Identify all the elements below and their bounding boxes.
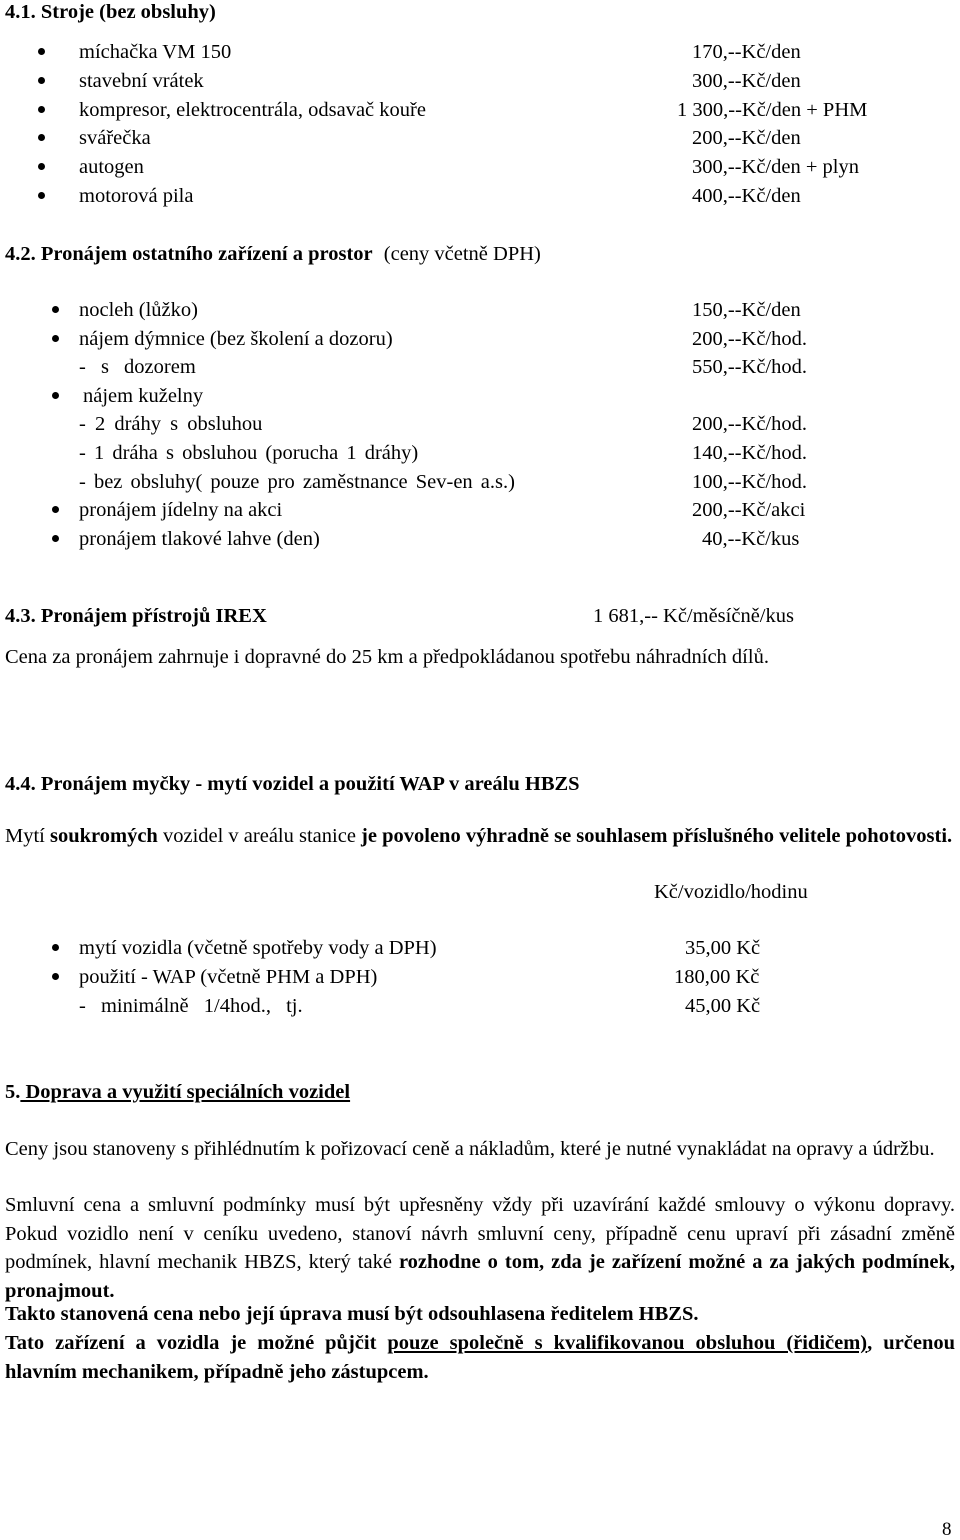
bullet-icon — [38, 134, 45, 141]
list-item-price: 200,--Kč/akci — [692, 499, 806, 521]
section-4-1-title: 4.1. Stroje (bez obsluhy) — [5, 1, 216, 23]
list-item-label: nocleh (lůžko) — [79, 299, 198, 321]
bullet-icon — [38, 106, 45, 113]
bullet-icon — [38, 192, 45, 199]
bullet-icon — [38, 77, 45, 84]
list-item-price: 200,--Kč/hod. — [692, 413, 808, 435]
list-item-label: svářečka — [79, 127, 151, 149]
list-item-price: 1 300,--Kč/den + PHM — [677, 99, 868, 121]
list-item-price: 35,00 Kč — [685, 937, 761, 959]
list-item-price: 550,--Kč/hod. — [692, 356, 808, 378]
list-item-label: - 2 dráhy s obsluhou — [79, 413, 263, 435]
bullet-icon — [38, 163, 45, 170]
list-item-price: 200,--Kč/den — [692, 127, 801, 149]
paragraph-bold-text: je povoleno výhradně se souhlasem příslušného velitele pohotovosti. — [361, 825, 953, 847]
paragraph-text: Mytí — [5, 825, 45, 847]
paragraph-text: Smluvní cena a smluvní podmínky musí být upřesněny vždy při uzavírání každé smlouvy o výkonu dopravy. Pokud vozidlo není v ceníku uvedeno, stanoví návrh smluvní ceny, případně cenu upraví při zásadní změně podmínek, hlavní mechanik HBZS, který také — [5, 1194, 955, 1273]
list-item-label: nájem kuželny — [83, 385, 204, 407]
bullet-icon — [52, 306, 59, 313]
list-item-price: 40,--Kč/kus — [702, 528, 800, 550]
list-item-label: - bez obsluhy( pouze pro zaměstnance Sev-en a.s.) — [79, 471, 515, 493]
paragraph-bold-text: rozhodne o tom, zda je zařízení možné a za jakých podmínek, pronajmout. — [5, 1251, 956, 1302]
irex-price: 1 681,-- Kč/měsíčně/kus — [593, 605, 794, 627]
section-4-4-title: 4.4. Pronájem myčky - mytí vozidel a použití WAP v areálu HBZS — [5, 773, 580, 795]
section-5-paragraph-4 — [5, 1329, 955, 1386]
section-4-2-note: (ceny včetně DPH) — [383, 243, 541, 265]
list-item-price: 400,--Kč/den — [692, 185, 801, 207]
list-item-price: 300,--Kč/den + plyn — [692, 156, 859, 178]
list-item-label: - s dozorem — [79, 356, 196, 378]
unit-header: Kč/vozidlo/hodinu — [654, 881, 808, 903]
bullet-icon — [52, 506, 59, 513]
list-item-label: - minimálně 1/4hod., tj. — [79, 995, 303, 1017]
list-item-label: pronájem tlakové lahve (den) — [79, 528, 320, 550]
bullet-icon — [52, 335, 59, 342]
section-4-2-heading: Pronájem ostatního zařízení a prostor — [40, 243, 373, 265]
list-item-label: pronájem jídelny na akci — [79, 499, 283, 521]
section-5-number: 5. — [5, 1081, 21, 1103]
section-5-paragraph-2 — [5, 1191, 955, 1305]
list-item-price: 150,--Kč/den — [692, 299, 801, 321]
list-item-label: autogen — [79, 156, 144, 178]
paragraph-text: vozidel v areálu stanice — [162, 825, 356, 847]
bullet-icon — [38, 48, 45, 55]
list-item-label: motorová pila — [79, 185, 194, 207]
list-item-price: 180,00 Kč — [674, 966, 760, 988]
list-item-label: míchačka VM 150 — [79, 41, 232, 63]
paragraph-bold-text: Tato zařízení a vozidla je možné půjčit — [5, 1332, 377, 1354]
page-number: 8 — [942, 1519, 952, 1540]
section-4-2-number: 4.2. — [5, 243, 36, 265]
list-item-price: 100,--Kč/hod. — [692, 471, 808, 493]
list-item-price: 45,00 Kč — [685, 995, 761, 1017]
list-item-label: mytí vozidla (včetně spotřeby vody a DPH) — [79, 937, 437, 959]
list-item-price: 300,--Kč/den — [692, 70, 801, 92]
bullet-icon — [52, 392, 59, 399]
list-item-price: 170,--Kč/den — [692, 41, 801, 63]
section-5-heading: Doprava a využití speciálních vozidel — [20, 1081, 351, 1103]
bullet-icon — [52, 535, 59, 542]
section-4-3-title: 4.3. Pronájem přístrojů IREX — [5, 605, 267, 627]
section-4-4-paragraph — [5, 822, 955, 851]
list-item-label: stavební vrátek — [79, 70, 204, 92]
section-5-paragraph-3: Takto stanovená cena nebo její úprava musí být odsouhlasena ředitelem HBZS. — [5, 1303, 699, 1325]
bullet-icon — [52, 944, 59, 951]
list-item-label: kompresor, elektrocentrála, odsavač kouře — [79, 99, 426, 121]
list-item-label: nájem dýmnice (bez školení a dozoru) — [79, 328, 393, 350]
list-item-label: použití - WAP (včetně PHM a DPH) — [79, 966, 378, 988]
bullet-icon — [52, 973, 59, 980]
paragraph-bold-text: , určenou hlavním mechanikem, případně jeho zástupcem. — [5, 1332, 955, 1383]
section-4-2-title — [5, 244, 541, 265]
section-5-title — [5, 1082, 350, 1103]
list-item-price: 200,--Kč/hod. — [692, 328, 808, 350]
paragraph-bold-text: soukromých — [50, 825, 158, 847]
irex-note: Cena za pronájem zahrnuje i dopravné do 25 km a předpokládanou spotřebu náhradních dílů. — [5, 646, 769, 668]
list-item-price: 140,--Kč/hod. — [692, 442, 808, 464]
list-item-label: - 1 dráha s obsluhou (porucha 1 dráhy) — [79, 442, 419, 464]
paragraph-underlined-text: pouze společně s kvalifikovanou obsluhou (řidičem) — [387, 1332, 868, 1354]
section-5-paragraph-1: Ceny jsou stanoveny s přihlédnutím k pořizovací ceně a nákladům, které je nutné vynakládat na opravy a údržbu. — [5, 1138, 935, 1160]
